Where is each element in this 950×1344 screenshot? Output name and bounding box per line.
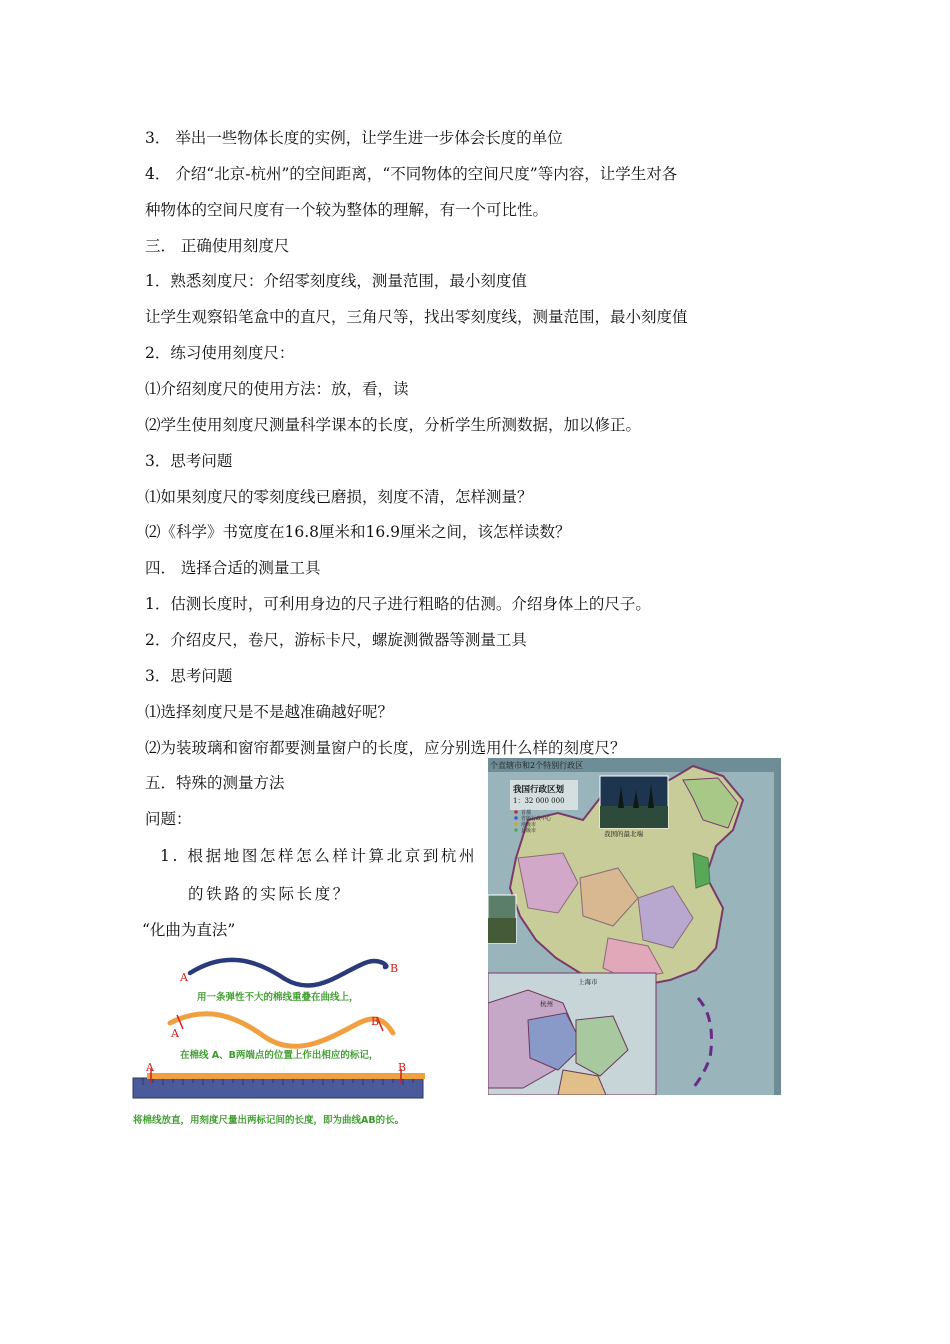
section-heading-3: 三． 正确使用刻度尺 <box>145 237 290 255</box>
text-line-16: 3．思考问题 <box>145 667 233 685</box>
method-name: “化曲为直法” <box>142 921 236 939</box>
ruler-a-label: A <box>146 1061 154 1074</box>
text-line-7: 2．练习使用刻度尺： <box>145 344 295 362</box>
text-line-6: 让学生观察铅笔盒中的直尺，三角尺等，找出零刻度线，测量范围，最小刻度值 <box>145 308 688 326</box>
thread-line <box>170 1014 393 1047</box>
thread-b-label: B <box>371 1015 380 1028</box>
caption-step-3: 将棉线放直，用刻度尺量出两标记间的长度，即为曲线AB的长。 <box>133 1115 405 1126</box>
text-line-5: 1．熟悉刻度尺：介绍零刻度线，测量范围，最小刻度值 <box>145 272 527 290</box>
caption-step-2: 在棉线 A、B两端点的位置上作出相应的标记， <box>180 1050 379 1061</box>
text-line-3: 种物体的空间尺度有一个较为整体的理解，有一个可比性。 <box>145 201 549 219</box>
ruler <box>133 1078 423 1098</box>
text-line-8: ⑴介绍刻度尺的使用方法：放，看，读 <box>145 380 409 398</box>
caption-step-1: 用一条弹性不大的棉线重叠在曲线上， <box>197 992 359 1003</box>
text-line-11: ⑴如果刻度尺的零刻度线已磨损，刻度不清，怎样测量？ <box>145 488 533 506</box>
text-line-2: 4． 介绍“北京-杭州”的空间距离，“不同物体的空间尺度”等内容，让学生对各 <box>145 165 678 183</box>
map-right-edge <box>774 758 781 1095</box>
ruler-b-label: B <box>398 1061 407 1074</box>
map-top-note: 个直辖市和2个特别行政区 <box>490 761 584 770</box>
map-title: 我国行政区划 <box>513 785 565 795</box>
svg-text:省级行政中心: 省级行政中心 <box>521 816 552 822</box>
photo-caption: 我国的最北端 <box>604 830 643 838</box>
north-tip-photo-ground <box>600 806 668 828</box>
text-line-18: ⑵为装玻璃和窗帘都要测量窗户的长度，应分别选用什么样的刻度尺？ <box>145 739 626 757</box>
section-heading-5: 五．特殊的测量方法 <box>145 774 285 792</box>
map-scale: 1：32 000 000 <box>513 797 565 805</box>
china-map-figure <box>488 758 781 1095</box>
svg-text:首都: 首都 <box>521 810 532 816</box>
question-line-1: 1. 根据地图怎样怎么样计算北京到杭州 <box>160 847 478 865</box>
svg-text:县级市: 县级市 <box>521 828 537 834</box>
text-line-20: 问题： <box>145 810 192 828</box>
inset-label-hangzhou: 杭州 <box>540 1000 553 1008</box>
question-line-2: 的铁路的实际长度？ <box>188 885 351 903</box>
straight-thread <box>147 1073 425 1079</box>
thread-a-label: A <box>171 1027 179 1040</box>
text-line-14: 1．估测长度时，可利用身边的尺子进行粗略的估测。介绍身体上的尺子。 <box>145 595 651 613</box>
text-line-1: 3． 举出一些物体长度的实例，让学生进一步体会长度的单位 <box>145 129 563 147</box>
section-heading-4: 四． 选择合适的测量工具 <box>145 559 321 577</box>
point-a-label: A <box>180 971 188 984</box>
text-line-15: 2．介绍皮尺，卷尺，游标卡尺，螺旋测微器等测量工具 <box>145 631 527 649</box>
curve-line <box>190 960 386 986</box>
text-line-9: ⑵学生使用刻度尺测量科学课本的长度，分析学生所测数据，加以修正。 <box>145 416 642 434</box>
inset-label-shanghai: 上海市 <box>578 978 598 986</box>
svg-text:地级市: 地级市 <box>521 822 537 828</box>
curve-measure-figure <box>125 945 470 1130</box>
text-line-10: 3．思考问题 <box>145 452 233 470</box>
text-line-12: ⑵《科学》书宽度在16.8厘米和16.9厘米之间，该怎样读数？ <box>145 523 571 541</box>
point-b-label: B <box>390 962 399 975</box>
side-photo-ground <box>488 918 516 943</box>
text-line-17: ⑴选择刻度尺是不是越准确越好呢？ <box>145 703 394 721</box>
region-coast <box>693 853 710 888</box>
